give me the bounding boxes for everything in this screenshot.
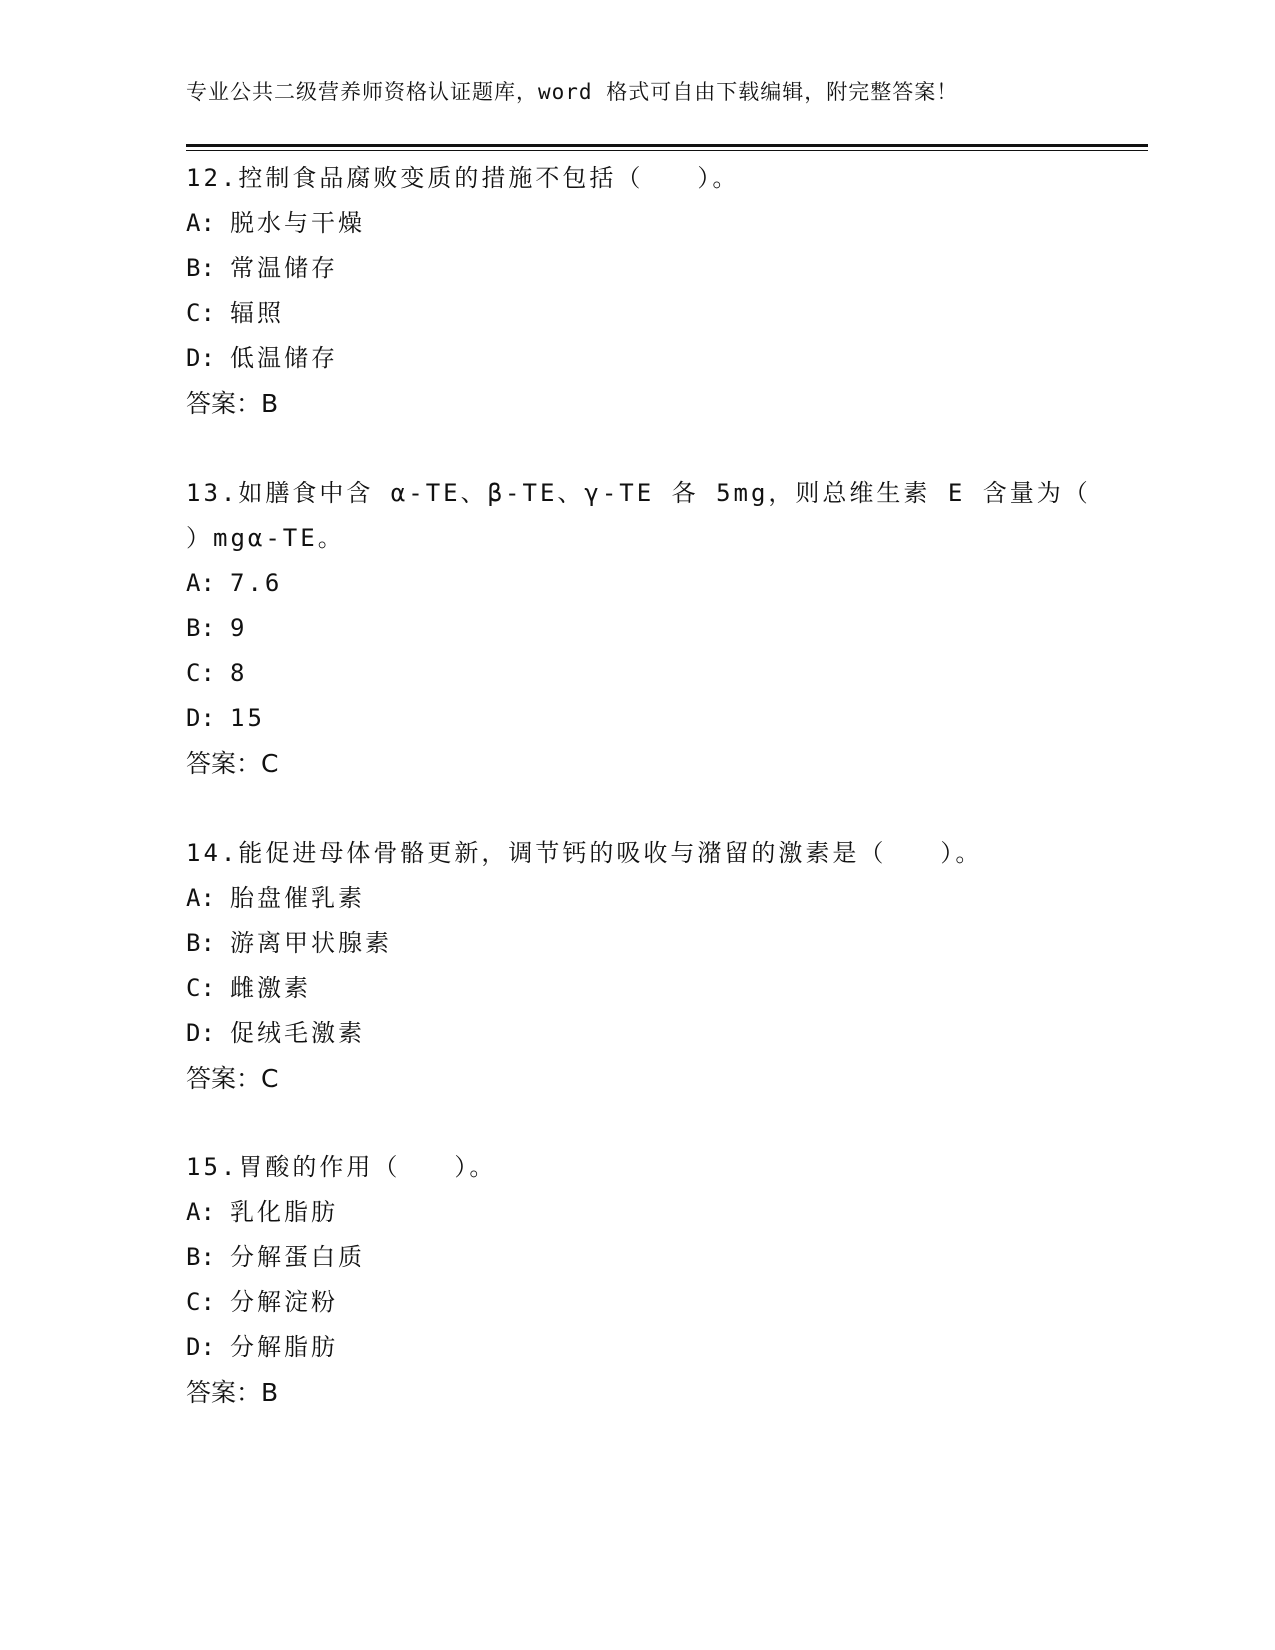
- option-letter: C:: [186, 299, 215, 327]
- option-letter: D:: [186, 1019, 215, 1047]
- option-letter: B:: [186, 254, 215, 282]
- option-c: [186, 1280, 1086, 1325]
- question-text: 12.控制食品腐败变质的措施不包括（ ）。: [186, 164, 740, 192]
- option-text: 促绒毛激素: [230, 1019, 365, 1047]
- option-a: [186, 201, 1086, 246]
- option-letter: B:: [186, 1243, 215, 1271]
- answer: 答案：C: [186, 1064, 279, 1093]
- option-text: 乳化脂肪: [230, 1198, 338, 1226]
- option-text: 分解淀粉: [230, 1288, 338, 1316]
- option-letter: D:: [186, 704, 215, 732]
- answer: 答案：B: [186, 389, 279, 418]
- question-14: [186, 831, 1086, 1101]
- option-letter: A:: [186, 209, 215, 237]
- option-a: [186, 1190, 1086, 1235]
- option-b: [186, 246, 1086, 291]
- option-text: 9: [230, 614, 248, 642]
- header-rule-thin: [186, 150, 1148, 151]
- option-letter: B:: [186, 614, 215, 642]
- option-letter: D:: [186, 344, 215, 372]
- option-text: 8: [230, 659, 248, 687]
- option-letter: C:: [186, 1288, 215, 1316]
- option-b: [186, 921, 1086, 966]
- question-13: [186, 471, 1091, 786]
- question-15: [186, 1145, 1086, 1415]
- option-text: 脱水与干燥: [230, 209, 365, 237]
- option-text: 常温储存: [230, 254, 338, 282]
- question-text: 13.如膳食中含 α-TE、β-TE、γ-TE 各 5mg，则总维生素 E 含量为（: [186, 479, 1091, 507]
- option-a: [186, 561, 1086, 606]
- question-text: 14.能促进母体骨骼更新，调节钙的吸收与潴留的激素是（ ）。: [186, 839, 983, 867]
- option-text: 游离甲状腺素: [230, 929, 392, 957]
- option-text: 7.6: [230, 569, 283, 597]
- option-text: 胎盘催乳素: [230, 884, 365, 912]
- option-letter: C:: [186, 974, 215, 1002]
- option-text: 雌激素: [230, 974, 311, 1002]
- option-letter: D:: [186, 1333, 215, 1361]
- option-d: [186, 336, 1086, 381]
- option-letter: A:: [186, 569, 215, 597]
- option-c: [186, 291, 1086, 336]
- option-text: 分解蛋白质: [230, 1243, 365, 1271]
- option-a: [186, 876, 1086, 921]
- header-rule-thick: [186, 144, 1148, 147]
- question-text: 15.胃酸的作用（ ）。: [186, 1153, 497, 1181]
- option-text: 15: [230, 704, 265, 732]
- option-d: [186, 1011, 1086, 1056]
- option-text: 辐照: [230, 299, 284, 327]
- option-c: [186, 966, 1086, 1011]
- option-b: [186, 606, 1086, 651]
- answer: 答案：B: [186, 1378, 279, 1407]
- option-letter: B:: [186, 929, 215, 957]
- page-header: 专业公共二级营养师资格认证题库，word 格式可自由下载编辑，附完整答案！: [186, 80, 959, 104]
- option-letter: A:: [186, 884, 215, 912]
- question-12: [186, 156, 1086, 426]
- answer: 答案：C: [186, 749, 279, 778]
- option-letter: C:: [186, 659, 215, 687]
- option-text: 分解脂肪: [230, 1333, 338, 1361]
- question-text-continued: ）mgα-TE。: [186, 524, 345, 552]
- option-c: [186, 651, 1086, 696]
- option-d: [186, 1325, 1086, 1370]
- option-text: 低温储存: [230, 344, 338, 372]
- option-b: [186, 1235, 1086, 1280]
- option-letter: A:: [186, 1198, 215, 1226]
- option-d: [186, 696, 1086, 741]
